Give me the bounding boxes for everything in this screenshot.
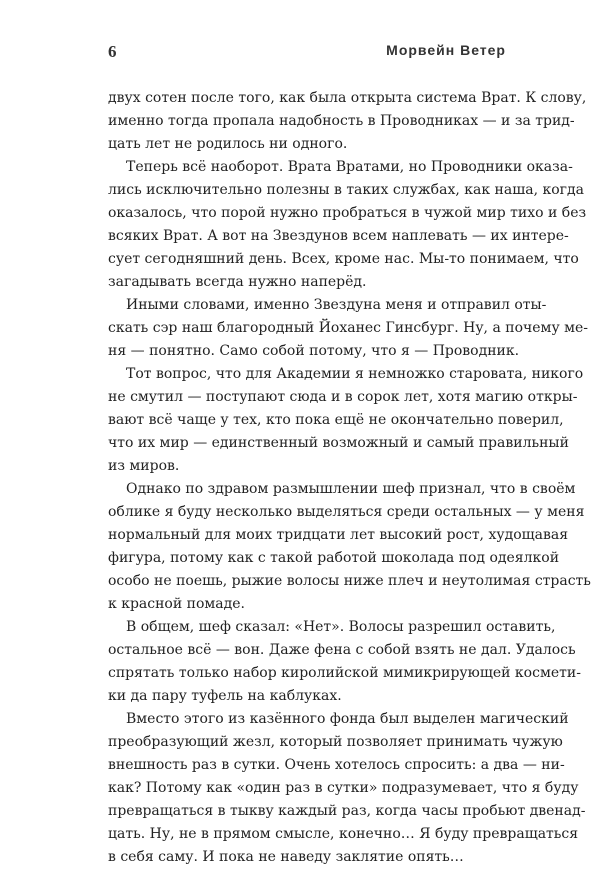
text-line: спрятать только набор киролийской мимикрирующей космети- [108,665,581,681]
paragraph [108,478,591,616]
paragraph [108,616,581,708]
text-line: лись исключительно полезны в таких службах, как наша, когда [108,182,584,198]
text-line: фигура, потому как с такой работой шоколада под одеялкой [108,550,560,566]
paragraph [108,294,589,363]
text-line: Иными словами, именно Звездуна меня и отправил оты- [126,297,547,313]
text-line: всяких Врат. А вот на Звездунов всем наплевать — их интере- [108,228,569,244]
text-line: что их мир — единственный возможный и самый правильный [108,435,569,451]
text-line: не смутил — поступают сюда и в сорок лет, хотя магию откры- [108,389,578,405]
text-line: цать. Ну, не в прямом смысле, конечно… Я буду превращаться [108,826,579,842]
text-line: ня — понятно. Само собой потому, что я — Проводник. [108,343,520,359]
page-header [108,42,506,64]
text-line: вают всё чаще у тех, кто пока ещё не окончательно поверил, [108,412,564,428]
text-line: Тот вопрос, что для Академии я немножко староватa, никого [126,366,584,382]
text-line: в себя саму. И пока не наведу заклятие опять… [108,849,464,865]
text-line: к красной помаде. [108,596,245,612]
paragraph [108,708,586,869]
body-text [108,87,591,869]
text-line: из миров. [108,458,180,474]
text-line: Вместо этого из казённого фонда был выделен магический [126,711,569,727]
text-line: нормальный для моих тридцати лет высокий рост, худощавая [108,527,569,543]
text-line: скать сэр наш благородный Йоханес Гинсбург. Ну, а почему ме- [108,320,589,336]
text-line: ки да пару туфель на каблуках. [108,688,342,704]
paragraph [108,156,587,294]
text-line: Теперь всё наоборот. Врата Вратами, но Проводники оказа- [126,159,573,175]
text-line: двух сотен после того, как была открыта система Врат. К слову, [108,90,587,106]
text-line: внешность раз в сутки. Очень хотелось спросить: а два — ни- [108,757,565,773]
text-line: сует сегодняшний день. Всех, кроме нас. Мы-то понимаем, что [108,251,579,267]
text-line: загадывать всегда нужно наперёд. [108,274,367,290]
text-line: как? Потому как «один раз в сутки» подразумевает, что я буду [108,780,579,796]
text-line: облике я буду несколько выделяться среди остальных — у меня [108,504,585,520]
page-number: 6 [108,42,117,61]
text-line: оказалось, что порой нужно пробраться в чужой мир тихо и без [108,205,587,221]
text-line: особо не поешь, рыжие волосы ниже плеч и неутолимая страсть [108,573,591,589]
text-line: цать лет не родилось ни одного. [108,136,348,152]
text-line: преобразующий жезл, который позволяет принимать чужую [108,734,563,750]
text-line: превращаться в тыкву каждый раз, когда часы пробьют двенад- [108,803,586,819]
text-line: Однако по здравом размышлении шеф признал, что в своём [126,481,576,497]
paragraph [108,87,587,156]
text-line: В общем, шеф сказал: «Нет». Волосы разрешил оставить, [126,619,556,635]
paragraph [108,363,584,478]
text-line: именно тогда пропала надобность в Проводниках — и за трид- [108,113,575,129]
running-head: Морвейн Ветер [386,42,506,58]
text-line: остальное всё — вон. Даже фена с собой взять не дал. Удалось [108,642,576,658]
